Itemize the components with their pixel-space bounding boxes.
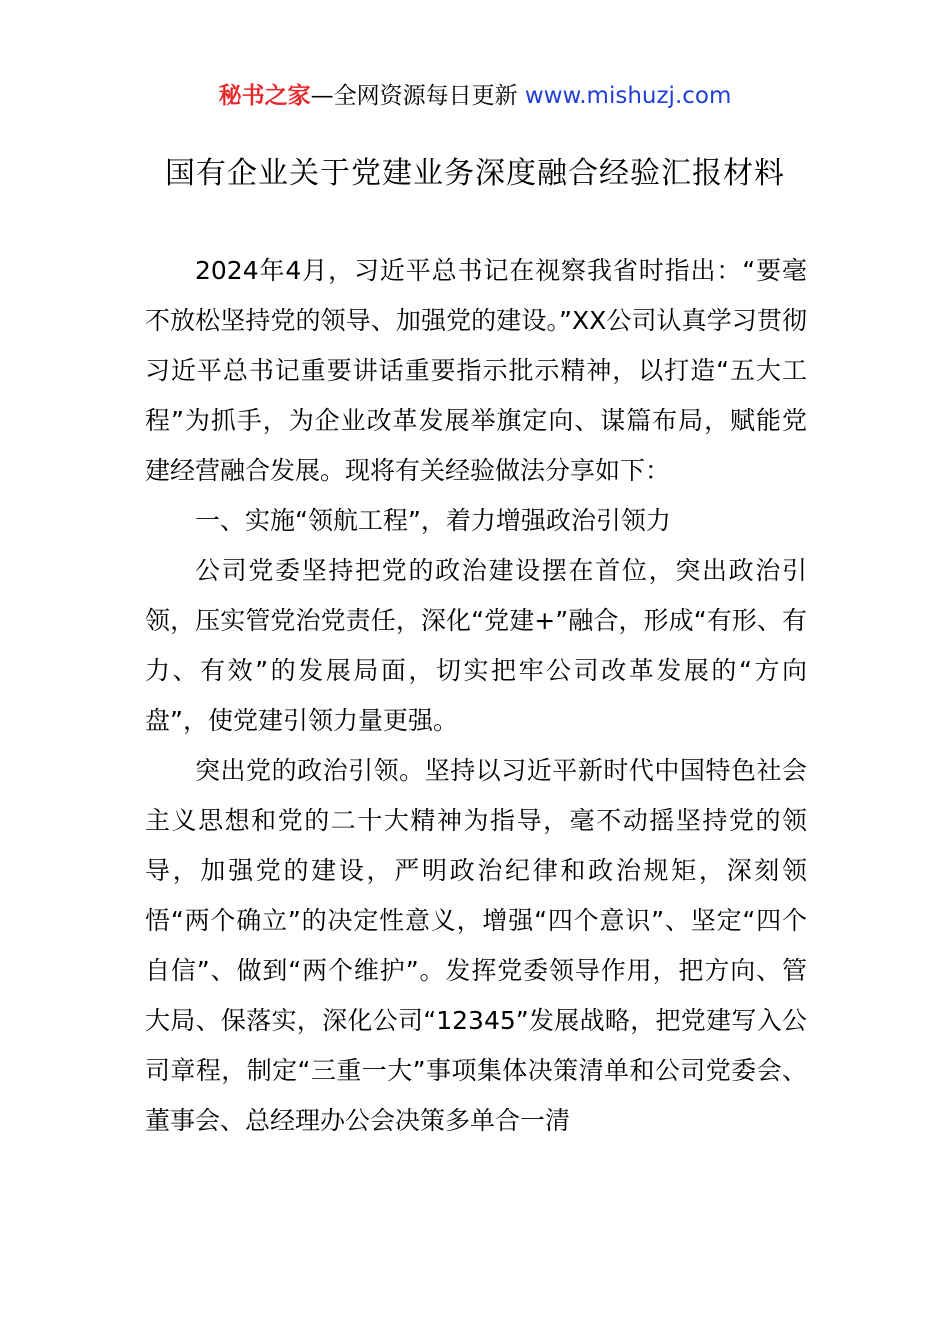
site-header [0,80,950,112]
paragraph-political-lead: 突出党的政治引领。坚持以习近平新时代中国特色社会主义思想和党的二十大精神为指导，毫不动摇坚持党的领导，加强党的建设，严明政治纪律和政治规矩，深刻领悟“两个确立”的决定性意义，增强“四个意识”、坚定“四个自信”、做到“两个维护”。发挥党委领导作用，把方向、管大局、保落实，深化公司“12345”发展战略，把党建写入公司章程，制定“三重一大”事项集体决策清单和公司党委会、董事会、总经理办公会决策多单合一清 [145,756,807,1135]
paragraph-section-intro: 公司党委坚持把党的政治建设摆在首位，突出政治引领，压实管党治党责任，深化“党建+”融合，形成“有形、有力、有效”的发展局面，切实把牢公司改革发展的“方向盘”，使党建引领力量更强。 [145,556,807,735]
section-heading: 一、实施“领航工程”，着力增强政治引领力 [195,506,671,535]
document-body [145,246,807,1146]
paragraph-intro: 2024年4月，习近平总书记在视察我省时指出：“要毫不放松坚持党的领导、加强党的建设。”XX公司认真学习贯彻习近平总书记重要讲话重要指示批示精神，以打造“五大工程”为抓手，为企业改革发展举旗定向、谋篇布局，赋能党建经营融合发展。现将有关经验做法分享如下： [145,256,807,485]
document-title: 国有企业关于党建业务深度融合经验汇报材料 [165,156,785,191]
site-brand: 秘书之家 [218,83,311,109]
site-url-link[interactable]: www.mishuzj.com [524,83,732,109]
site-tagline: —全网资源每日更新 [310,83,525,109]
